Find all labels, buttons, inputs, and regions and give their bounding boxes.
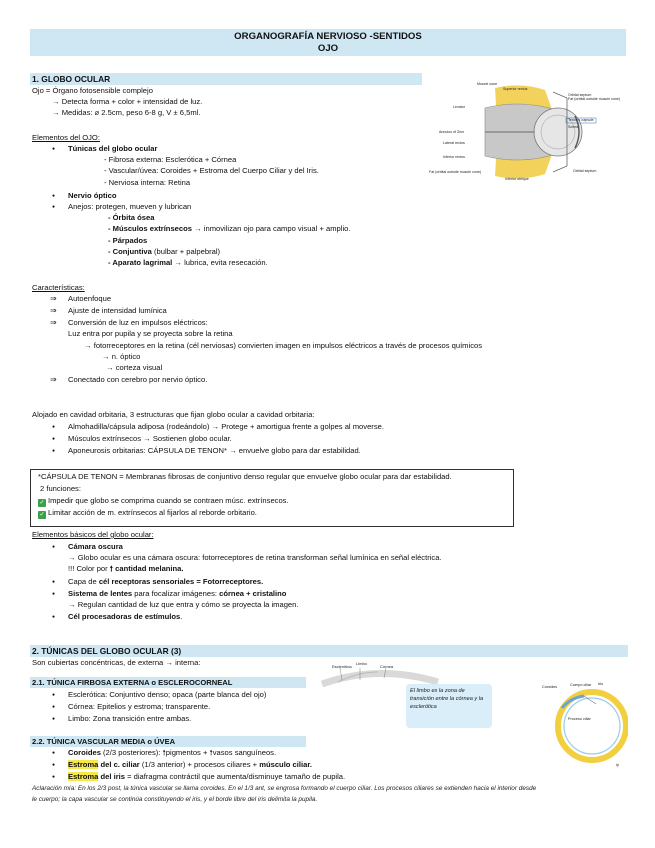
sistema-regulan: → Regulan cantidad de luz que entra y cómo se proyecta la imagen. xyxy=(68,600,299,609)
section-2-intro: Son cubiertas concéntricas, de externa → interna: xyxy=(32,658,201,667)
page-subtitle: OJO xyxy=(317,43,339,54)
ojo-definition: Ojo = Órgano fotosensible complejo xyxy=(32,86,153,95)
musculo-ciliar: músculo ciliar. xyxy=(259,760,312,769)
aclaracion-line-1: Aclaración mía: En los 2/3 post, la túnica vascular se llama coroides. En el 1/3 ant, se engrosa formando el cuerpo ciliar. Los procesos ciliares se extienden hacia el interior desde xyxy=(32,785,537,792)
car-autoenfoque: ⇒ Autoenfoque xyxy=(68,294,111,304)
capa-bold: cél receptoras sensoriales = Fotorreceptores. xyxy=(98,577,264,586)
title-banner xyxy=(30,29,626,56)
camara-oscura: ● Cámara oscura xyxy=(68,542,123,552)
fig2-label-0: Limbo xyxy=(356,661,367,666)
estroma-iris-label: del iris xyxy=(98,772,125,781)
fig1-label-1: Superior rectus xyxy=(503,87,528,91)
aclaracion-line-2: le cuerpo; la capa vascular se continúa constituyendo el iris, y el borde libre del iris delimita la pupila. xyxy=(32,796,318,803)
tenon-definition: *CÁPSULA DE TENON = Membranas fibrosas de conjuntivo denso regular que envuelve globo ocular para dar estabilidad. xyxy=(38,472,452,481)
ojo-medidas: → Medidas: ⌀ 2.5cm, peso 6-8 g, V ± 6,5ml. xyxy=(52,108,201,117)
musculos-text: → inmovilizan ojo para campo visual + amplio. xyxy=(191,224,351,233)
tenon-funcion-1 xyxy=(38,496,289,507)
estroma-hl-1: Estroma xyxy=(68,760,99,769)
fig1-label-0: Muscle cone xyxy=(477,82,498,86)
camara-desc: → Globo ocular es una cámara oscura: fotorreceptores de retina transforman señal lumínica en señal eléctrica. xyxy=(68,553,442,562)
basicos-heading: Elementos básicos del globo ocular: xyxy=(32,530,154,539)
coroides-label: Coroides xyxy=(68,748,101,757)
tenon-funcion-2 xyxy=(38,508,257,519)
car-luz: Luz entra por pupila y se proyecta sobre la retina xyxy=(68,329,233,338)
lagrimal-text: → lubrica, evita resecación. xyxy=(172,258,268,267)
car-conectado: ⇒ Conectado con cerebro por nervio óptico. xyxy=(68,375,207,385)
color-bold: 🠕 cantidad melanina. xyxy=(109,564,184,573)
fig1-label-8: Lateral rectus xyxy=(443,141,465,145)
lagrimal-label: - Aparato lagrimal xyxy=(108,258,173,267)
esclerotica-item: ● Esclerótica: Conjuntivo denso; opaca (parte blanca del ojo) xyxy=(68,690,266,700)
fig3-label-2: Iris xyxy=(598,682,604,686)
alojado-aponeurosis: ● Aponeurosis orbitarias: CÁPSULA DE TENON* → envuelve globo para dar estabilidad. xyxy=(68,446,361,456)
alojado-text: Alojado en cavidad orbitaria, 3 estructuras que fijan globo ocular a cavidad orbitaria: xyxy=(32,410,315,419)
fig1-label-11: Inferior oblique xyxy=(505,177,529,181)
coroides-item xyxy=(68,748,276,758)
color-text: !!! Color por xyxy=(68,564,110,573)
fig1-label-3: Orbital septum xyxy=(568,93,592,97)
ojo-detecta: → Detecta forma + color + intensidad de luz. xyxy=(52,97,203,106)
fig1-label-12: Orbital septum xyxy=(573,169,597,173)
subsection-2-2-heading: 2.2. TÚNICA VASCULAR MEDIA o ÚVEA xyxy=(30,736,306,747)
tunica-vascular: - Vascular/úvea: Coroides + Estroma del Cuerpo Ciliar y del Iris. xyxy=(104,166,319,175)
elementos-heading: Elementos del OJO: xyxy=(32,133,100,142)
limbo-figure xyxy=(318,654,498,750)
coroides-text: (2/3 posteriores): 🠕pigmentos + 🠕vasos sanguíneos. xyxy=(100,748,277,757)
car-corteza: → corteza visual xyxy=(106,363,163,372)
fig2-label-2: Córnea xyxy=(380,664,394,669)
cel-label: Cél procesadoras de estímulos xyxy=(68,612,181,621)
alojado-musculos: ● Músculos extrínsecos → Sostienen globo ocular. xyxy=(68,434,232,444)
fig3-label-1: Coroides xyxy=(542,685,558,689)
subsection-2-1-heading: 2.1. TÚNICA FIRBOSA EXTERNA o ESCLEROCORNEAL xyxy=(30,677,306,688)
orbit-anatomy-figure xyxy=(425,78,630,186)
cel-procesadoras xyxy=(68,612,182,622)
car-fotorreceptores: → fotorreceptores en la retina (cél nerviosas) convierten imagen en impulsos eléctricos a través de procesos químicos xyxy=(84,341,483,350)
tenon-funcion-2-text: Limitar acción de m. extrínsecos al fijarlos al reborde orbitario. xyxy=(48,508,257,517)
orbita-osea: - Órbita ósea xyxy=(108,213,155,222)
musculos-extrinsecos xyxy=(108,224,350,234)
conjuntiva xyxy=(108,247,220,257)
sistema-bold: córnea + cristalino xyxy=(219,589,287,598)
conjuntiva-text: (bulbar + palpebral) xyxy=(151,247,221,256)
fig3-label-0: Cuerpo ciliar xyxy=(570,683,592,687)
sistema-label: Sistema de lentes xyxy=(68,589,133,598)
limbo-item: ● Limbo: Zona transición entre ambas. xyxy=(68,714,191,724)
fig1-label-9: Inferior rectus xyxy=(443,155,465,159)
estroma-ciliar-label: del c. ciliar xyxy=(98,760,140,769)
alojado-almohadilla: ● Almohadilla/cápsula adiposa (rodeándolo) → Protege + amortigua frente a golpes al moverse. xyxy=(68,422,384,432)
aparato-lagrimal xyxy=(108,258,268,268)
fig1-label-5: Sclera xyxy=(568,125,579,129)
car-conversion: ⇒ Conversión de luz en impulsos eléctricos: xyxy=(68,318,208,328)
estroma-ciliar-text: (1/3 anterior) + procesos ciliares + xyxy=(139,760,260,769)
cel-dot: . xyxy=(180,612,183,621)
section-1-heading: 1. GLOBO OCULAR xyxy=(30,73,422,85)
fig3-label-3: Proceso ciliar xyxy=(568,717,591,721)
sistema-lentes xyxy=(68,589,286,599)
section-2-heading: 2. TÚNICAS DEL GLOBO OCULAR (3) xyxy=(30,645,628,657)
fig1-label-10: Fat (orbital outside muscle cone) xyxy=(429,170,482,174)
estroma-hl-2: Estroma xyxy=(68,772,99,781)
fig1-label-6: Fat (orbital outside muscle cone) xyxy=(568,97,621,101)
tunicas-item: ● Túnicas del globo ocular xyxy=(68,144,157,154)
car-ajuste: ⇒ Ajuste de intensidad lumínica xyxy=(68,306,167,316)
fig1-label-4: Tenon's capsule xyxy=(568,118,594,122)
nervio-optico-item: ● Nervio óptico xyxy=(68,191,117,201)
limbo-caption: El limbo es la zona de transición entre la córnea y la esclerótica xyxy=(410,688,484,710)
tunica-nerviosa: - Nerviosa interna: Retina xyxy=(104,178,191,187)
check-icon: ✓ xyxy=(39,512,45,518)
estroma-iris-text: = diafragma contráctil que aumenta/disminuye tamaño de pupila. xyxy=(124,772,346,781)
capa-receptoras xyxy=(68,577,263,587)
conjuntiva-label: - Conjuntiva xyxy=(108,247,152,256)
uvea-figure xyxy=(540,676,628,772)
tenon-funciones: 2 funciones: xyxy=(40,484,81,493)
page-title: ORGANOGRAFÍA NERVIOSO -SENTIDOS xyxy=(234,31,422,42)
cornea-item: ● Córnea: Epitelios y estroma; transparente. xyxy=(68,702,210,712)
camara-color xyxy=(68,564,184,574)
fig2-label-1: Esclerótica xyxy=(332,664,352,669)
sistema-text: para focalizar imágenes: xyxy=(132,589,220,598)
parpados: - Párpados xyxy=(108,236,148,245)
check-icon: ✓ xyxy=(39,500,45,506)
tenon-funcion-1-text: Impedir que globo se comprima cuando se contraen músc. extrínsecos. xyxy=(48,496,289,505)
capa-text: Capa de xyxy=(68,577,99,586)
fig3-label-4: Ip xyxy=(616,763,620,767)
fig1-label-7: Annulus of Zinn xyxy=(439,130,464,134)
musculos-label: - Músculos extrínsecos xyxy=(108,224,192,233)
caracteristicas-heading: Características: xyxy=(32,283,85,292)
car-n-optico: → n. óptico xyxy=(102,352,141,361)
anejos-item: ● Anejos: protegen, mueven y lubrican xyxy=(68,202,191,212)
tunica-fibrosa: - Fibrosa externa: Esclerótica + Córnea xyxy=(104,155,237,164)
estroma-iris-item xyxy=(68,772,345,782)
fig1-label-2: Levator xyxy=(453,105,465,109)
estroma-ciliar-item xyxy=(68,760,312,770)
